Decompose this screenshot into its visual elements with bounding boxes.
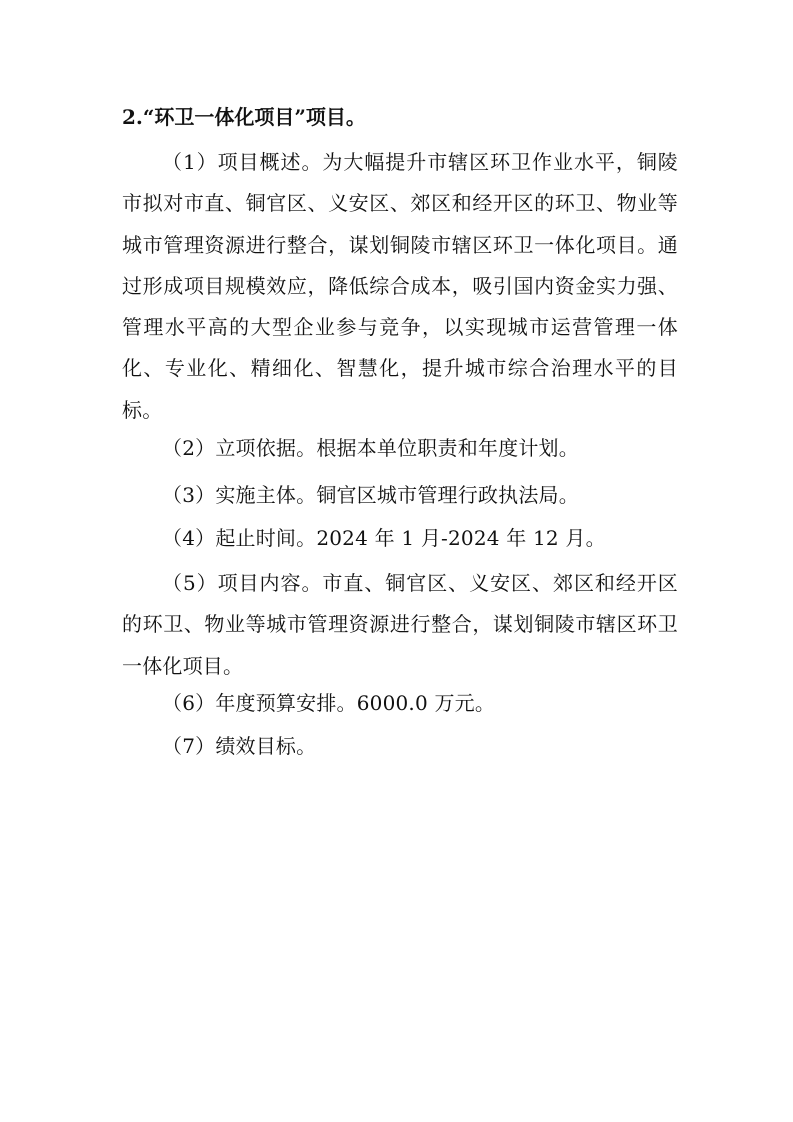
paragraph-project-content: （5）项目内容。市直、铜官区、义安区、郊区和经开区的环卫、物业等城市管理资源进行整合，谋划铜陵市辖区环卫一体化项目。 [122, 571, 678, 678]
paragraph-project-overview: （1）项目概述。为大幅提升市辖区环卫作业水平，铜陵市拟对市直、铜官区、义安区、郊区和经开区的环卫、物业等城市管理资源进行整合，谋划铜陵市辖区环卫一体化项目。通过形成项目规模效应，降低综合成本，吸引国内资金实力强、管理水平高的大型企业参与竞争，以实现城市运营管理一体化、专业化、精细化、智慧化，提升城市综合治理水平的目标。 [122, 150, 678, 422]
paragraph-project-basis: （2）立项依据。根据本单位职责和年度计划。 [162, 436, 579, 460]
paragraph-implementing-body: （3）实施主体。铜官区城市管理行政执法局。 [162, 483, 579, 507]
section-heading: 2.“环卫一体化项目”项目。 [122, 105, 366, 129]
paragraph-annual-budget: （6）年度预算安排。6000.0 万元。 [162, 691, 496, 715]
paragraph-performance-goals: （7）绩效目标。 [162, 734, 317, 758]
paragraph-time-period: （4）起止时间。2024 年 1 月-2024 年 12 月。 [162, 526, 606, 550]
